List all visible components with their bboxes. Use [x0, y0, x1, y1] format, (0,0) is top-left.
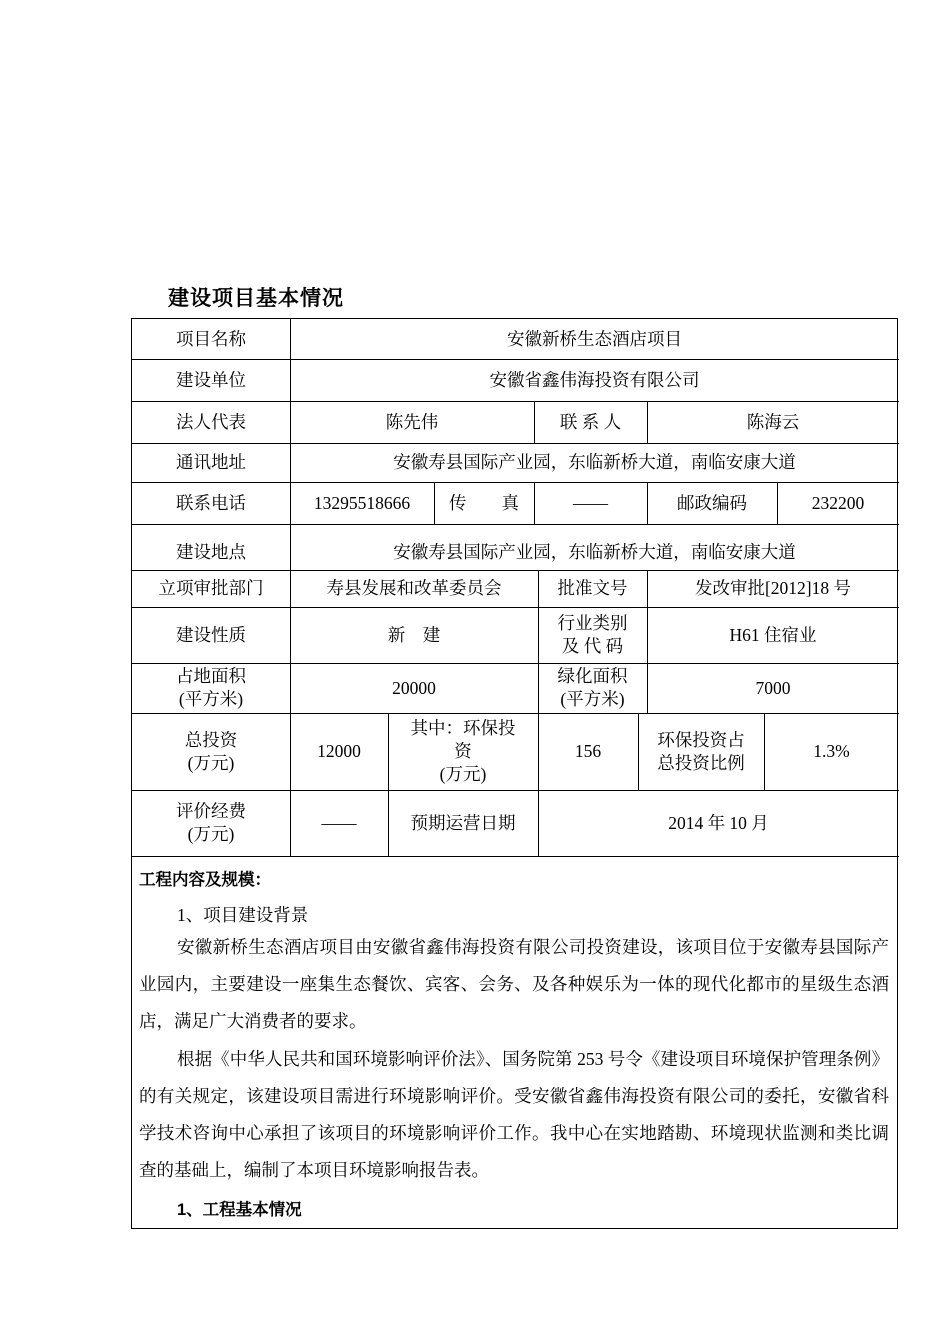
env-ratio-label: [638, 713, 764, 790]
site-value: 安徽寿县国际产业园，东临新桥大道，南临安康大道: [393, 541, 796, 562]
fax-value: ——: [573, 492, 608, 513]
phone-value: 13295518666: [313, 492, 411, 513]
op-date-label: 预期运营日期: [410, 812, 516, 833]
env-invest-label-line1: 其中：环保投: [410, 718, 516, 738]
invest-label-line1: 总投资: [184, 729, 238, 750]
contact-value: 陈海云: [746, 411, 800, 432]
postcode-value: 232200: [811, 492, 865, 513]
fee-label-line1: 评价经费: [176, 801, 246, 821]
industry-label: [538, 607, 647, 663]
invest-value: 12000: [317, 741, 361, 761]
env-ratio-label-line1: 环保投资占: [657, 729, 745, 750]
green-label-line2: (平方米): [560, 689, 625, 709]
op-date-value: 2014 年 10 月: [668, 812, 769, 833]
green-label-line1: 绿化面积: [557, 666, 628, 686]
env-invest-label: [388, 713, 538, 790]
paragraph-eia-basis: 根据《中华人民共和国环境影响评价法》、国务院第 253 号令《建设项目环境保护管理条例》的有关规定，该建设项目需进行环境影响评价。受安徽省鑫伟海投资有限公司的委托，安徽省科学技术咨询中心承担了该项目的环境影响评价工作。我中心在实地踏勘、环境现状监测和类比调查的基础上，编制了本项目环境影响报告表。: [139, 1049, 889, 1180]
address-label: 通讯地址: [176, 452, 246, 472]
subsection-basic-info: 1、工程基本情况: [177, 1201, 302, 1219]
green-value: 7000: [755, 677, 791, 698]
env-invest-label-line2: 资: [454, 741, 472, 761]
site-label: 建设地点: [176, 541, 246, 562]
address-value: 安徽寿县国际产业园，东临新桥大道，南临安康大道: [393, 452, 796, 472]
invest-label-line2: (万元): [187, 752, 235, 773]
paragraph-background: 安徽新桥生态酒店项目由安徽省鑫伟海投资有限公司投资建设，该项目位于安徽寿县国际产业园内，主要建设一座集生态餐饮、宾客、会务、及各种娱乐为一体的现代化都市的星级生态酒店，满足广大消费者的要求。: [139, 937, 889, 1031]
legal-rep-label: 法人代表: [176, 411, 246, 432]
contact-label: 联 系 人: [559, 411, 622, 432]
area-label: [132, 663, 290, 713]
env-invest-label-line3: (万元): [439, 764, 487, 784]
approval-dept-label: 立项审批部门: [158, 578, 264, 598]
area-label-line1: 占地面积: [176, 666, 246, 686]
industry-label-line1: 行业类别: [557, 613, 628, 633]
area-label-line2: (平方米): [178, 689, 244, 709]
green-label: [538, 663, 647, 713]
fee-label-line2: (万元): [187, 824, 235, 844]
invest-label: [132, 713, 290, 790]
legal-rep-value: 陈先伟: [385, 411, 439, 432]
fee-label: [132, 790, 290, 856]
subsection-background: 1、项目建设背景: [177, 905, 309, 925]
approval-no-value: 发改审批[2012]18 号: [694, 578, 852, 598]
builder-value: 安徽省鑫伟海投资有限公司: [489, 369, 700, 390]
page-title: 建设项目基本情况: [168, 287, 344, 310]
industry-label-line2: 及 代 码: [561, 636, 624, 656]
section-title: 工程内容及规模：: [139, 871, 271, 889]
industry-value: H61 住宿业: [729, 624, 817, 645]
env-ratio-value: 1.3%: [813, 741, 850, 761]
project-name-value: 安徽新桥生态酒店项目: [507, 328, 682, 349]
approval-no-label: 批准文号: [557, 578, 628, 598]
nature-value: 新 建: [387, 624, 441, 645]
fax-label: 传 真: [449, 492, 519, 513]
phone-label: 联系电话: [176, 492, 246, 513]
builder-label: 建设单位: [176, 369, 246, 390]
nature-label: 建设性质: [176, 624, 246, 645]
approval-dept-value: 寿县发展和改革委员会: [326, 578, 502, 598]
area-value: 20000: [392, 677, 436, 698]
env-invest-value: 156: [574, 741, 602, 761]
project-name-label: 项目名称: [176, 328, 246, 349]
postcode-label: 邮政编码: [677, 492, 747, 513]
fee-value: ——: [321, 812, 357, 833]
env-ratio-label-line2: 总投资比例: [657, 752, 745, 773]
